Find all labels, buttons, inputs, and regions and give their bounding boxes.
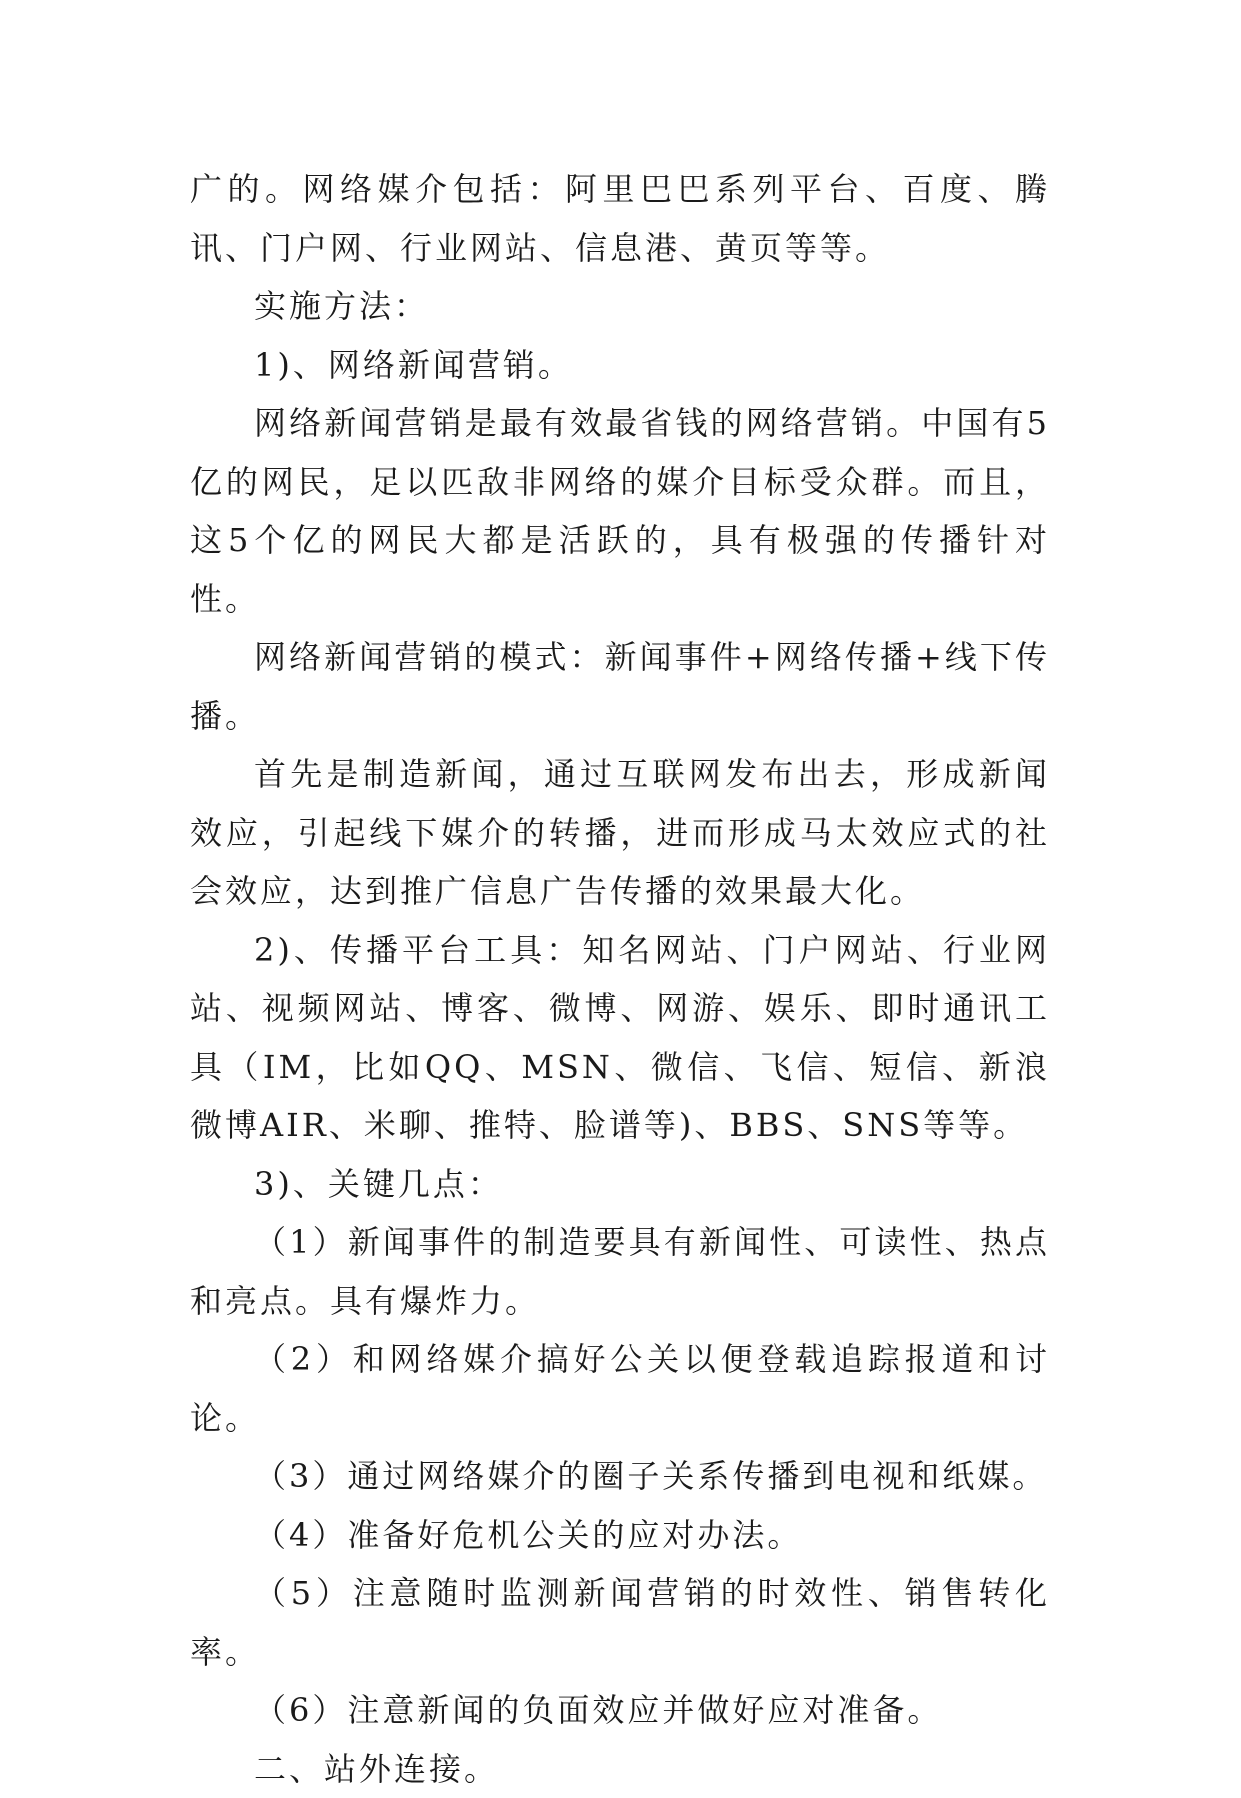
paragraph-key-point-1: （1）新闻事件的制造要具有新闻性、可读性、热点和亮点。具有爆炸力。 bbox=[190, 1213, 1050, 1330]
paragraph-key-point-4: （4）准备好危机公关的应对办法。 bbox=[190, 1506, 1050, 1565]
paragraph-item-1-heading: 1)、网络新闻营销。 bbox=[190, 336, 1050, 395]
paragraph-key-point-3: （3）通过网络媒介的圈子关系传播到电视和纸媒。 bbox=[190, 1447, 1050, 1506]
paragraph-item-3-heading: 3)、关键几点： bbox=[190, 1155, 1050, 1214]
paragraph-key-point-2: （2）和网络媒介搞好公关以便登载追踪报道和讨论。 bbox=[190, 1330, 1050, 1447]
paragraph-methods-heading: 实施方法： bbox=[190, 277, 1050, 336]
paragraph-section-2-heading: 二、站外连接。 bbox=[190, 1740, 1050, 1798]
paragraph-marketing-model: 网络新闻营销的模式：新闻事件+网络传播+线下传播。 bbox=[190, 628, 1050, 745]
paragraph-item-2-platforms: 2)、传播平台工具：知名网站、门户网站、行业网站、视频网站、博客、微博、网游、娱乐、即时通讯工具（IM，比如QQ、MSN、微信、飞信、短信、新浪微博AIR、米聊、推特、脸谱等)、BBS、SNS等等。 bbox=[190, 921, 1050, 1155]
paragraph-key-point-6: （6）注意新闻的负面效应并做好应对准备。 bbox=[190, 1681, 1050, 1740]
paragraph-media-list: 广的。网络媒介包括：阿里巴巴系列平台、百度、腾讯、门户网、行业网站、信息港、黄页等等。 bbox=[190, 160, 1050, 277]
document-body bbox=[190, 160, 1050, 1798]
paragraph-news-marketing: 网络新闻营销是最有效最省钱的网络营销。中国有5亿的网民，足以匹敌非网络的媒介目标受众群。而且，这5个亿的网民大都是活跃的，具有极强的传播针对性。 bbox=[190, 394, 1050, 628]
paragraph-news-creation: 首先是制造新闻，通过互联网发布出去，形成新闻效应，引起线下媒介的转播，进而形成马太效应式的社会效应，达到推广信息广告传播的效果最大化。 bbox=[190, 745, 1050, 921]
paragraph-key-point-5: （5）注意随时监测新闻营销的时效性、销售转化率。 bbox=[190, 1564, 1050, 1681]
